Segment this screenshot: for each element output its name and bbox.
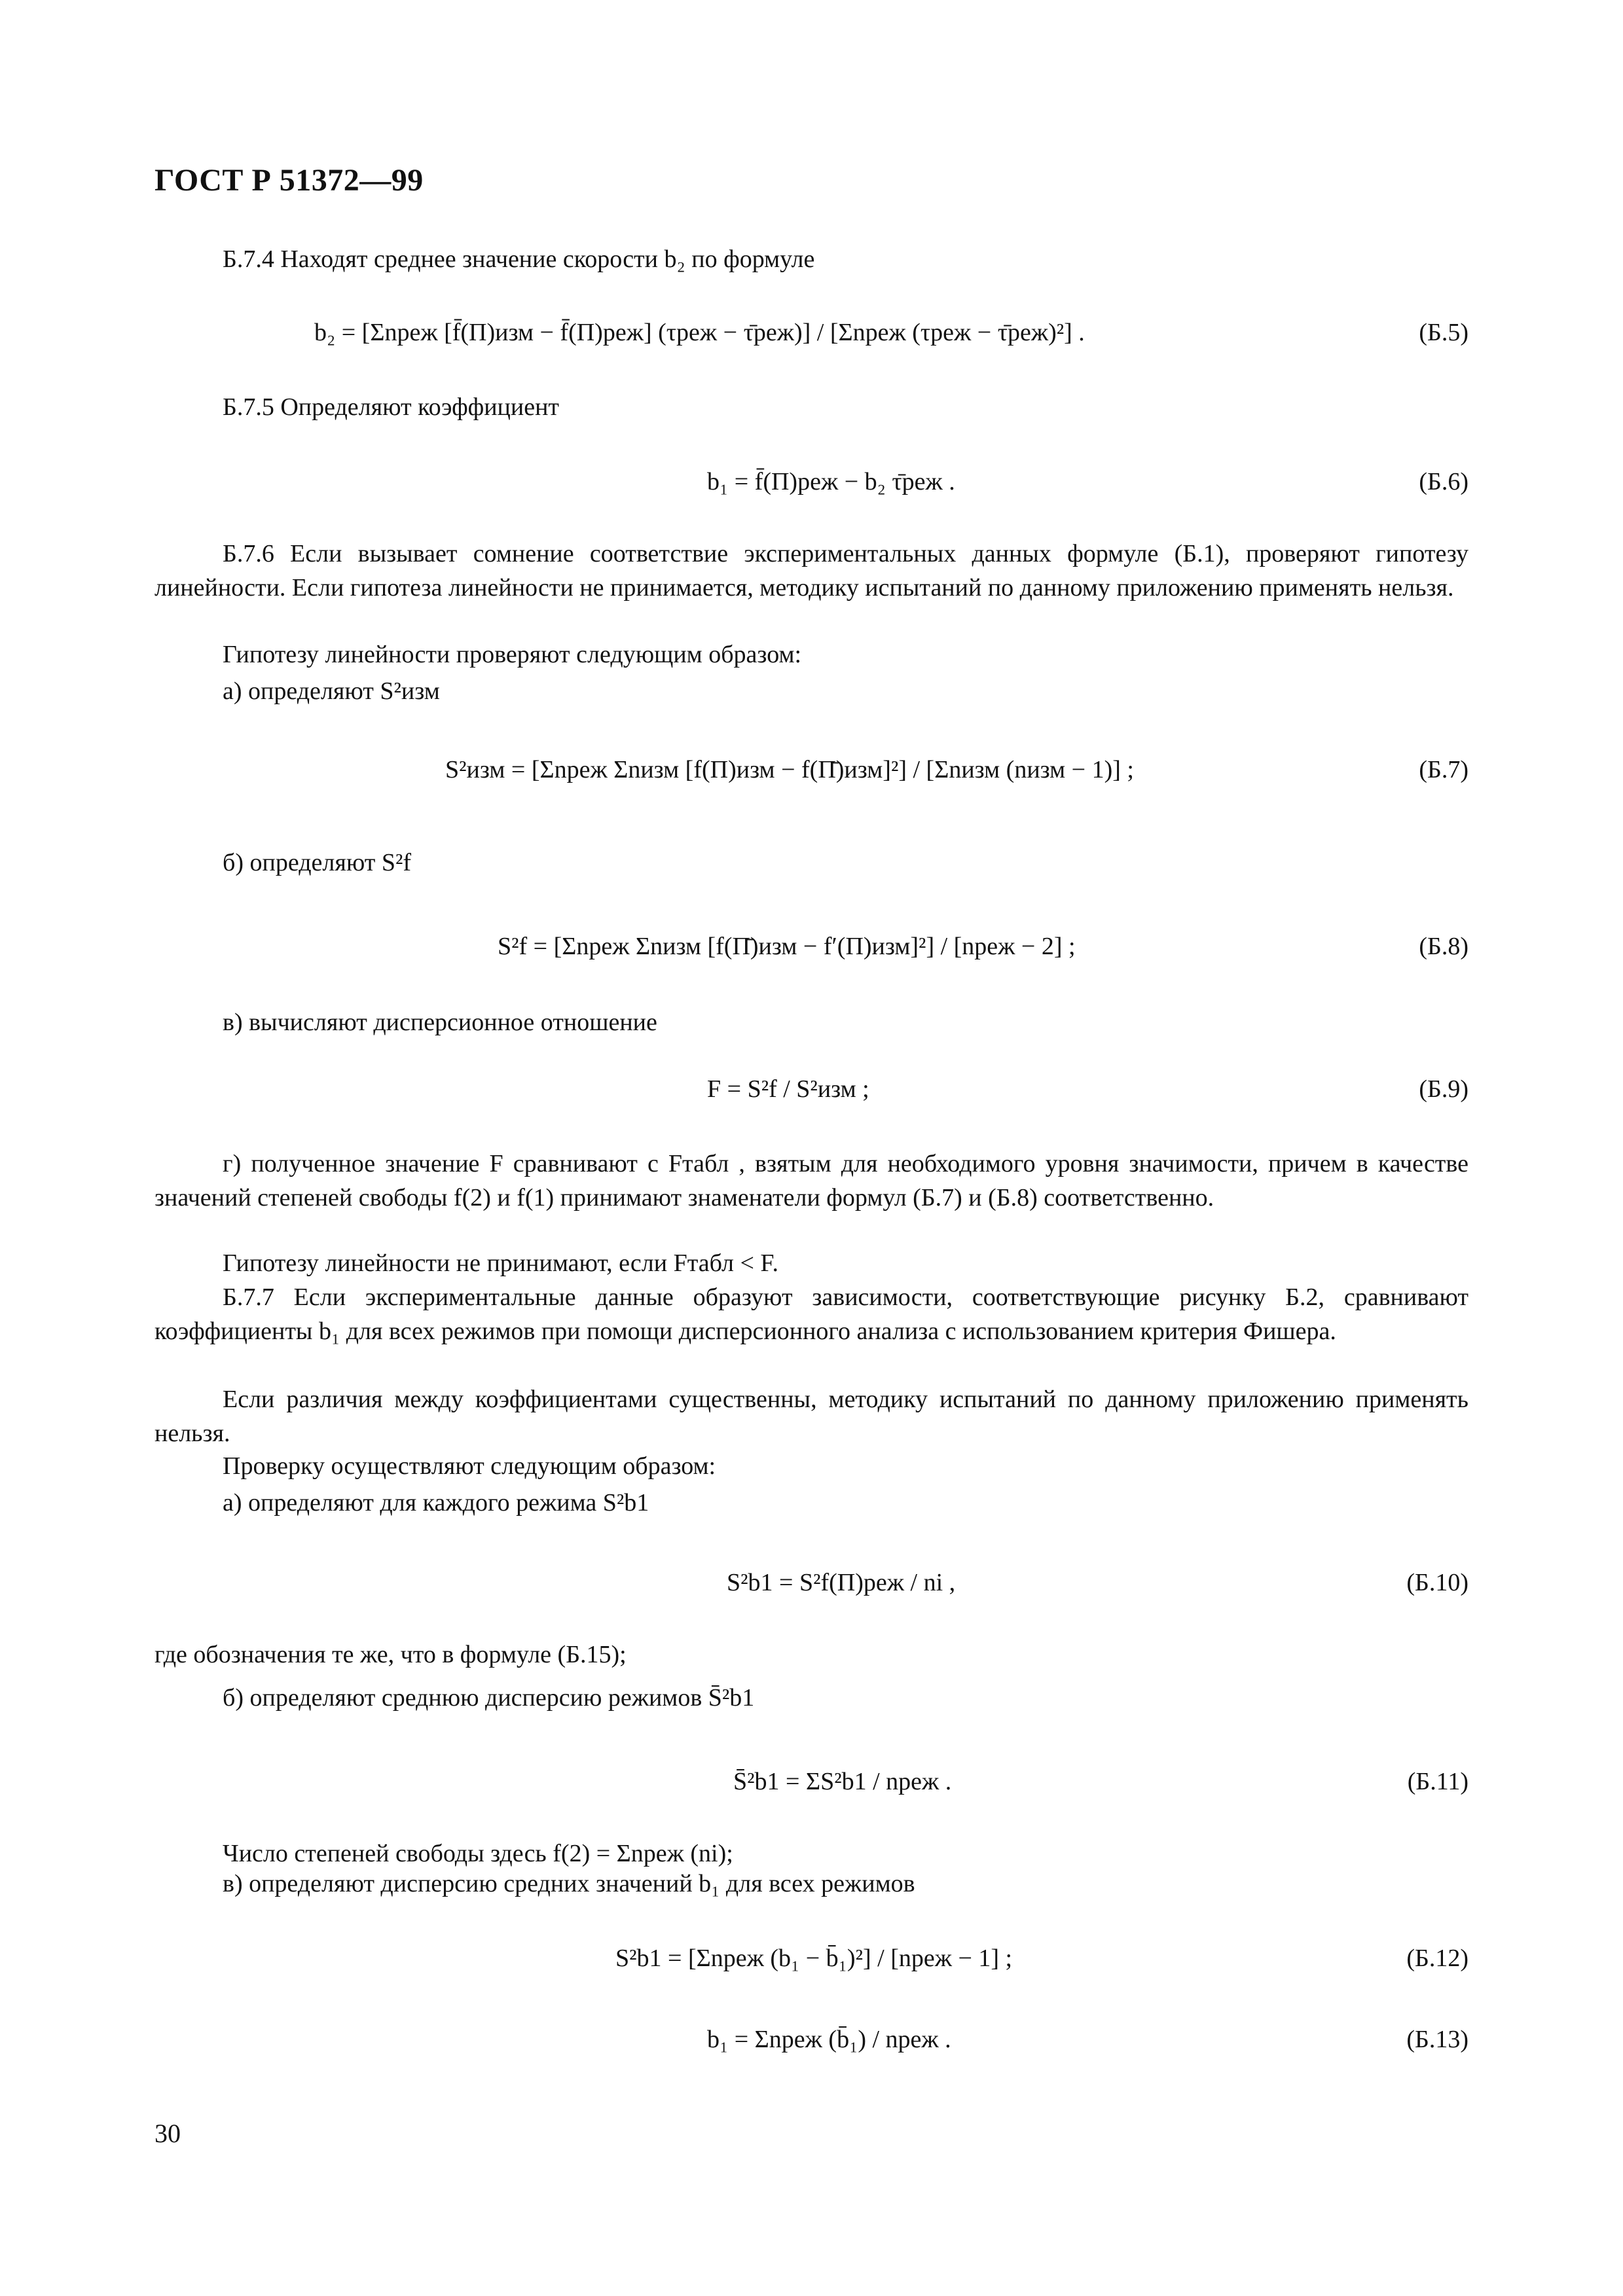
- page-number: 30: [155, 2119, 181, 2148]
- paragraph-degrees: Число степеней свободы здесь f(2) = Σnреж (ni);: [223, 1840, 733, 1867]
- formula-number-b12: (Б.12): [1406, 1945, 1468, 1972]
- document-header: ГОСТ Р 51372—99: [155, 163, 424, 198]
- item-v-means: в) определяют дисперсию средних значений b₁ для всех режимов: [223, 1870, 915, 1897]
- paragraph-notation: где обозначения те же, что в формуле (Б.15);: [155, 1641, 627, 1668]
- formula-number-b7: (Б.7): [1419, 756, 1468, 783]
- formula-b6: b₁ = f̄(П)реж − b₂ τ̄реж .: [707, 468, 955, 495]
- formula-b11: S̄²b1 = ΣS²b1 / nреж .: [733, 1768, 952, 1795]
- formula-number-b10: (Б.10): [1406, 1569, 1468, 1596]
- item-g-compare: г) полученное значение F сравнивают с Fтабл , взятым для необходимого уровня значимости, причем в качестве значений степеней свободы f(2) и f(1) принимают знаменатели формул (Б.7) и (Б.8) соответственно.: [155, 1150, 1468, 1211]
- formula-number-b8: (Б.8): [1419, 933, 1468, 960]
- formula-b13: b₁ = Σnреж (b̄₁) / nреж .: [707, 2026, 951, 2053]
- formula-b5: b₂ = [Σnреж [f̄(П)изм − f̄(П)реж] (τреж − τ̄реж)] / [Σnреж (τреж − τ̄реж)²] .: [314, 319, 1085, 346]
- formula-number-b6: (Б.6): [1419, 468, 1468, 495]
- item-b-mean-dispersion: б) определяют среднюю дисперсию режимов S̄²b1: [223, 1684, 755, 1712]
- paragraph-b74: Б.7.4 Находят среднее значение скорости b₂ по формуле: [223, 245, 815, 273]
- formula-b12: S²b1 = [Σnреж (b₁ − b̄₁)²] / [nреж − 1] ;: [615, 1945, 1013, 1972]
- formula-number-b13: (Б.13): [1406, 2026, 1468, 2053]
- paragraph-b75: Б.7.5 Определяют коэффициент: [223, 393, 560, 421]
- formula-number-b5: (Б.5): [1419, 319, 1468, 346]
- item-a-each-mode: а) определяют для каждого режима S²b1: [223, 1489, 649, 1516]
- formula-b7: S²изм = [Σnреж Σnизм [f(П)изм − f(П̄)изм]²] / [Σnизм (nизм − 1)] ;: [445, 756, 1134, 783]
- formula-b10: S²b1 = S²f(П)реж / ni ,: [727, 1569, 956, 1596]
- paragraph-check: Проверку осуществляют следующим образом:: [223, 1452, 716, 1480]
- paragraph-reject: Гипотезу линейности не принимают, если Fтабл < F.: [223, 1249, 779, 1277]
- paragraph-b77: Б.7.7 Если экспериментальные данные образуют зависимости, соответствующие рисунку Б.2, сравнивают коэффициенты b₁ для всех режимов при помощи дисперсионного анализа с использованием критерия Фишера.: [155, 1283, 1468, 1345]
- formula-number-b9: (Б.9): [1419, 1075, 1468, 1103]
- item-v-ratio: в) вычисляют дисперсионное отношение: [223, 1009, 657, 1036]
- formula-number-b11: (Б.11): [1407, 1768, 1468, 1795]
- formula-b9: F = S²f / S²изм ;: [707, 1075, 869, 1103]
- item-b-s-f: б) определяют S²f: [223, 849, 412, 876]
- paragraph-differences: Если различия между коэффициентами существенны, методику испытаний по данному приложению применять нельзя.: [155, 1386, 1468, 1447]
- formula-b8: S²f = [Σnреж Σnизм [f(П̄)изм − f′(П)изм]²] / [nреж − 2] ;: [498, 933, 1076, 960]
- paragraph-b76: Б.7.6 Если вызывает сомнение соответствие экспериментальных данных формуле (Б.1), проверяют гипотезу линейности. Если гипотеза линейности не принимается, методику испытаний по данному приложению применять нельзя.: [155, 540, 1468, 601]
- item-a-s-izm: а) определяют S²изм: [223, 677, 440, 705]
- paragraph-hypothesis: Гипотезу линейности проверяют следующим образом:: [223, 641, 802, 668]
